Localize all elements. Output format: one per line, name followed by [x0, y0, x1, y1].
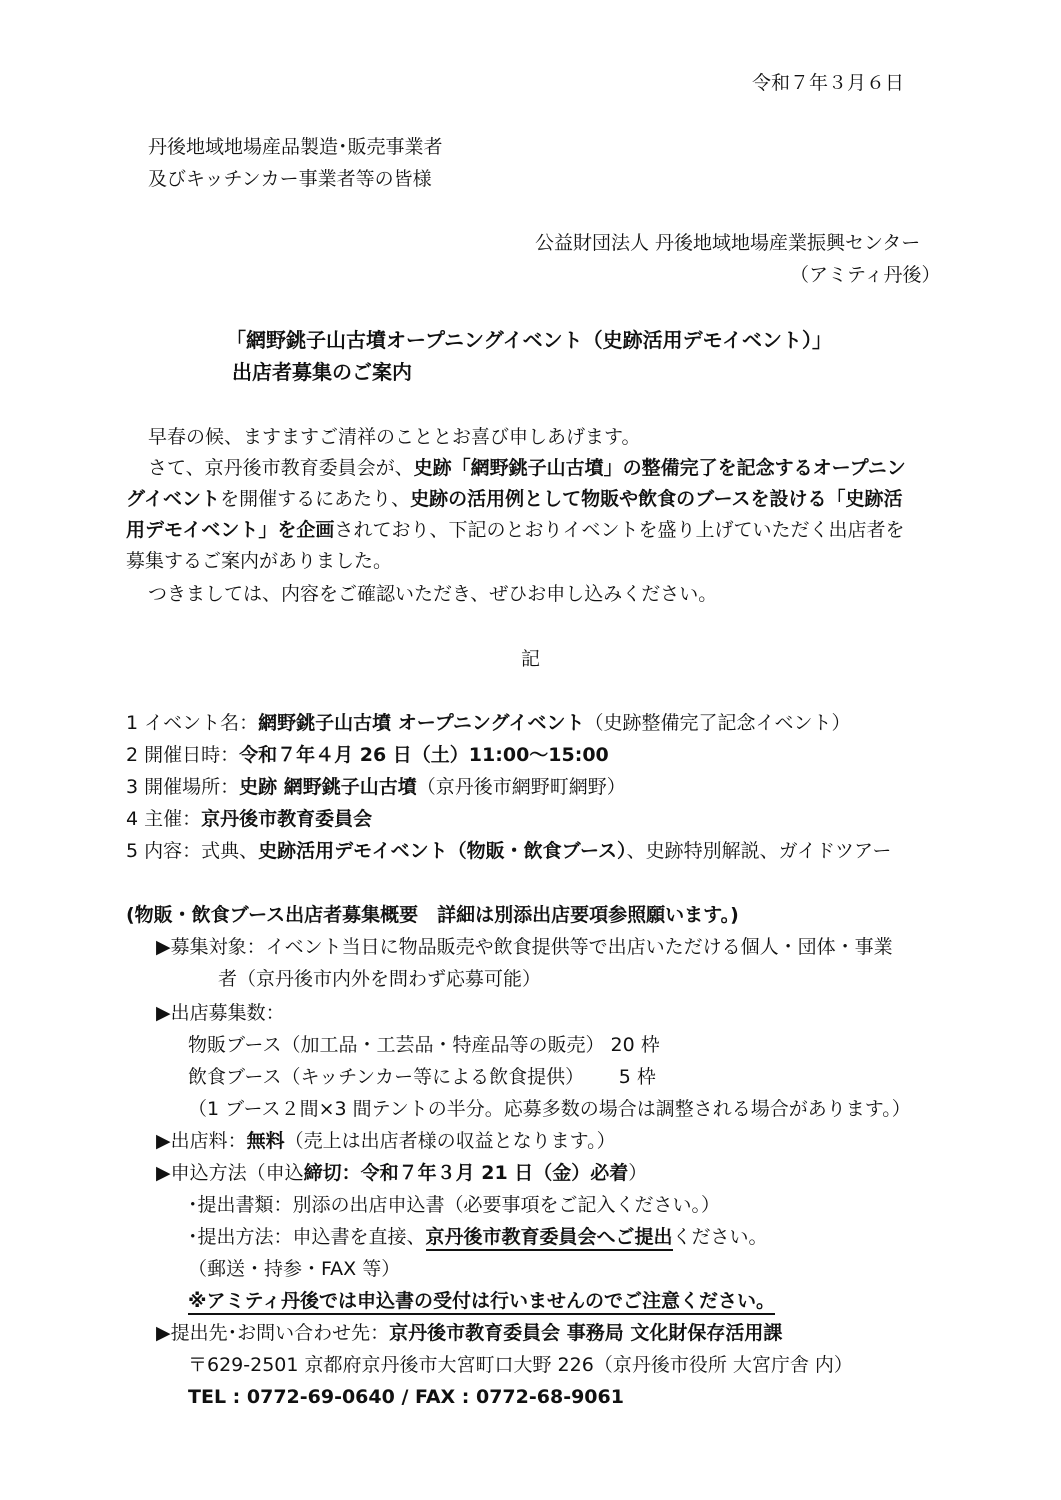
method-tail: ください。: [672, 1226, 768, 1248]
fee-value: 無料: [246, 1130, 285, 1152]
intro-line-3: [126, 488, 903, 511]
item-value: 史跡活用デモイベント（物販・飲食ブース）: [258, 840, 627, 862]
item-note: （史跡整備完了記念イベント）: [584, 712, 851, 734]
item-venue: [126, 776, 626, 799]
item-organizer: [126, 808, 372, 831]
contact-tel-fax: [188, 1386, 624, 1409]
item-label: 1 イベント名：: [126, 712, 259, 734]
recipient-line-2: 及びキッチンカー事業者等の皆様: [148, 168, 432, 190]
item-label: 3 開催場所：: [126, 776, 240, 798]
intro-text: されており、下記のとおりイベントを盛り上げていただく出店者を: [334, 519, 905, 541]
item-value: 網野銚子山古墳 オープニングイベント: [258, 712, 585, 734]
item-datetime: [126, 744, 609, 767]
apply-close: ）: [628, 1162, 648, 1184]
intro-bold: 用デモイベント」を企画: [126, 519, 335, 541]
outline-method-note: （郵送・持参・FAX 等）: [188, 1258, 401, 1280]
outline-count-food: 飲食ブース（キッチンカー等による飲食提供） 5 枠: [188, 1066, 656, 1088]
intro-text: さて、京丹後市教育委員会が、: [148, 457, 414, 479]
ki-marker: 記: [521, 648, 541, 670]
outline-heading-text: (物販・飲食ブース出店者募集概要 詳細は別添出店要項参照願います。): [126, 904, 739, 926]
fee-note: （売上は出店者様の収益となります。）: [284, 1130, 616, 1152]
method-submit-to: 京丹後市教育委員会へご提出: [426, 1226, 673, 1251]
outline-apply: [156, 1162, 647, 1185]
document-date: 令和７年３月６日: [752, 72, 905, 94]
item-value: 史跡 網野銚子山古墳: [239, 776, 417, 798]
outline-warning: [188, 1290, 775, 1313]
item-note: （京丹後市網野町網野）: [416, 776, 626, 798]
intro-greeting: 早春の候、ますますご清祥のこととお喜び申しあげます。: [148, 426, 641, 448]
outline-fee: [156, 1130, 616, 1153]
recipient-line-1: 丹後地域地場産品製造･販売事業者: [148, 136, 443, 158]
outline-docs: ･提出書類：別添の出店申込書（必要事項をご記入ください。）: [188, 1194, 721, 1216]
apply-deadline: 締切：令和７年３月 21 日（金）必着: [303, 1162, 629, 1184]
outline-contact: [156, 1322, 782, 1345]
item-label: 2 開催日時：: [126, 744, 240, 766]
outline-target-line-2: 者（京丹後市内外を問わず応募可能）: [218, 968, 542, 990]
intro-closing: つきましては、内容をご確認いただき、ぜひお申し込みください。: [148, 583, 718, 605]
apply-label: ▶申込方法（申込: [156, 1162, 304, 1184]
tel-fax-text: TEL : 0772-69-0640 / FAX : 0772-68-9061: [188, 1386, 624, 1408]
intro-line-5: 募集するご案内がありました。: [126, 550, 393, 572]
outline-heading: [126, 904, 739, 927]
outline-target-line-1: ▶募集対象：イベント当日に物品販売や飲食提供等で出店いただける個人・団体・事業: [156, 936, 893, 958]
outline-count-note: （1 ブース２間×3 間テントの半分。応募多数の場合は調整される場合があります。）: [188, 1098, 911, 1120]
item-content: [126, 840, 891, 863]
item-label: 5 内容：式典、: [126, 840, 259, 862]
outline-count-goods: 物販ブース（加工品・工芸品・特産品等の販売） 20 枠: [188, 1034, 660, 1056]
intro-bold: グイベント: [126, 488, 221, 510]
item-label: 4 主催：: [126, 808, 202, 830]
outline-method: [188, 1226, 768, 1249]
intro-bold: 史跡「網野銚子山古墳」の整備完了を記念するオープニン: [413, 457, 906, 479]
item-value: 京丹後市教育委員会: [201, 808, 373, 830]
intro-line-2: [148, 457, 906, 480]
intro-text: を開催するにあたり、: [220, 488, 411, 510]
fee-label: ▶出店料：: [156, 1130, 247, 1152]
page-title-line-2: 出店者募集のご案内: [232, 360, 412, 384]
item-value: 令和７年４月 26 日（土）11:00～15:00: [239, 744, 609, 766]
item-event-name: [126, 712, 851, 735]
page-title-line-1: 「網野銚子山古墳オープニングイベント（史跡活用デモイベント）」: [226, 328, 832, 352]
contact-office: 京丹後市教育委員会 事務局 文化財保存活用課: [389, 1322, 783, 1344]
sender-alias: （アミティ丹後）: [790, 264, 941, 286]
contact-address: 〒629-2501 京都府京丹後市大宮町口大野 226（京丹後市役所 大宮庁舎 内）: [188, 1354, 853, 1376]
intro-line-4: [126, 519, 904, 542]
contact-label: ▶提出先･お問い合わせ先：: [156, 1322, 390, 1344]
intro-bold: 史跡の活用例として物販や飲食のブースを設ける「史跡活: [410, 488, 903, 510]
sender-organization: 公益財団法人 丹後地域地場産業振興センター: [535, 232, 921, 254]
warning-text: ※アミティ丹後では申込書の受付は行いませんのでご注意ください。: [188, 1290, 775, 1315]
method-label: ･提出方法：申込書を直接、: [188, 1226, 426, 1248]
outline-count-label: ▶出店募集数：: [156, 1002, 285, 1024]
item-note: 、史跡特別解説、ガイドツアー: [626, 840, 892, 862]
